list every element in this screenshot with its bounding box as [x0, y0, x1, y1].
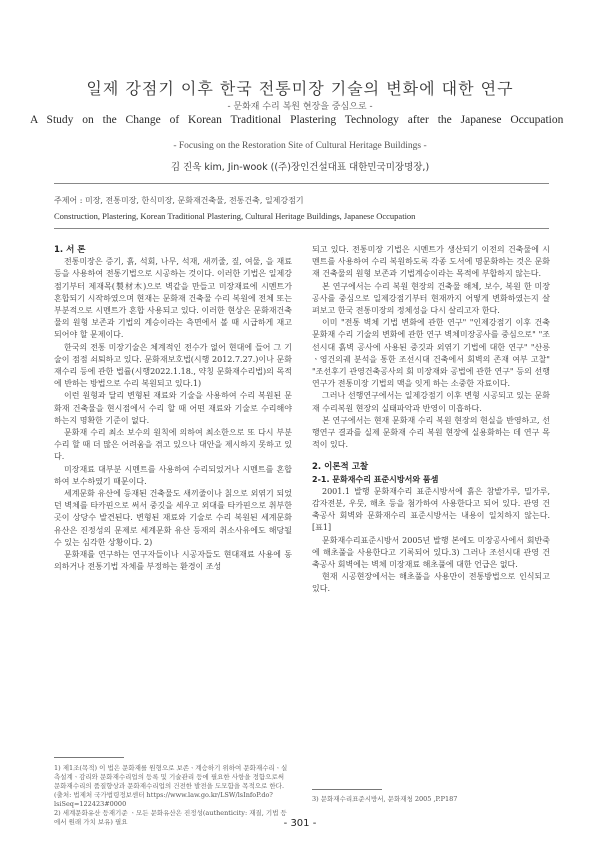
page-number: - 301 - — [283, 818, 317, 829]
paper-title-english: A Study on the Change of Korean Traditional Plastering Technology after the Japanese Occupation — [30, 114, 564, 126]
body-paragraph: 세계문화 유산에 등재된 건축물도 새끼줄이나 칡으로 외엮기 되었던 벽체를 타카핀으로 써서 중깃을 세우고 외대를 타카핀으로 취부한 곳이 상당수 발견된다. 변형된 재료와 기술로 수리 복원된 세계문화유산은 진정성의 문제로 세계문화 유산 등재의 취소사유에도 해당될 수 있는 심각한 상황이다. 2) — [54, 489, 292, 547]
subsection-heading: 2-1. 문화재수리 표준시방서와 품셈 — [312, 474, 439, 484]
body-paragraph: 되고 있다. 전통미장 기법은 시멘트가 생산되기 이전의 건축물에 시멘트를 사용하여 수리 복원하도록 각종 도서에 명문화하는 것은 문화재 건축물의 원형 보존과 기법계승이라는 목적에 부합하지 않는다. — [312, 245, 550, 279]
body-paragraph: 문화재수리표준시방서 2005년 발행 본에도 미장공사에서 회반죽에 해초풀을 사용한다고 기록되어 있다.3) 그러나 조선시대 관영 건축공사 회벽에는 벽체 미장재료 해초풀에 대한 언급은 없다. — [312, 535, 550, 570]
paper-subtitle-english: - Focusing on the Restoration Site of Cultural Heritage Buildings - — [173, 141, 427, 151]
footnotes-right — [312, 795, 550, 804]
footnote-divider-left — [54, 757, 124, 758]
body-paragraph: 이미 "전통 벽체 기법 변화에 관한 연구" "인제강점기 이후 건축 문화재 수리 기술의 변화에 관한 연구 벽체미장공사를 중심으로" "조선시대 흙벽 공사에 사용된 중깃과 외엮기 기법에 대한 연구" "산릉ㆍ영건의궤 분석을 통한 조선시대 건축에서 회벽의 존재 여부 고찰" "조선후기 관영건축공사의 회 미장재와 공법에 관한 연구" 등의 선행연구가 전통미장 기법의 맥을 잇게 하는 소중한 자료이다. — [312, 318, 550, 389]
footnote: 1) 제1조(목적) 이 법은 문화재를 원형으로 보존ㆍ계승하기 위하여 문화재수리ㆍ실측설계ㆍ감리와 문화재수리업의 등록 및 기술관리 등에 필요한 사항을 정함으로써 문화재수리의 품질향상과 문화재수리업의 건전한 발전을 도모함을 목적으로 한다.(출처: 법제처 국가법령정보센터 https://www.law.go.kr/LSW/lsInfoP.do?lsiSeq=122423#0000 — [54, 764, 288, 808]
author-line: 김 진욱 kim, Jin-wook ((주)장인건설대표 대한민국미장명장,) — [170, 162, 430, 173]
keywords-korean: 주제어 : 미장, 전통미장, 한식미장, 문화재건축물, 전통건축, 일제강점기 — [54, 196, 304, 205]
body-paragraph: 미장재료 대부분 시멘트를 사용하여 수리되었거나 시멘트를 혼합하여 보수하였기 때문이다. — [54, 464, 292, 486]
section-heading-introduction: 1. 서 론 — [54, 245, 86, 255]
section-heading-theory: 2. 이론적 고찰 — [312, 462, 369, 473]
paper-title-korean: 일제 강점기 이후 한국 전통미장 기술의 변화에 대한 연구 — [86, 79, 514, 98]
right-column — [312, 244, 550, 596]
body-paragraph: 본 연구에서는 수리 복원 현장의 건축물 해체, 보수, 복원 한 미장공사를 중심으로 일제강점기부터 현재까지 어떻게 변화하였는지 살펴보고 한국 전통미장의 정체성을 다시 살리고자 한다. — [312, 281, 550, 316]
footnote: 2) 세계문화유산 등재기준 ㆍ모든 문화유산은 진정성(authenticity: 재질, 기법 등에서 원래 가치 보유) 필요 — [54, 809, 287, 826]
body-paragraph: 본 연구에서는 현재 문화재 수리 복원 현장의 현실을 반영하고, 선행연구 결과를 실제 문화재 수리 복원 현장에 실용화하는 데 연구 목적이 있다. — [312, 415, 550, 450]
body-paragraph: 이런 원형과 달리 변형된 재료와 기술을 사용하여 수리 복원된 문화재 건축물을 현시점에서 수리 할 때 어떤 재료와 기술로 수리해야 하는지 명확한 기준이 없다. — [54, 391, 292, 425]
body-paragraph: 2001.1 발행 문화재수리 표준시방서에 흙은 참밭가루, 밀가루, 감자전분, 우뭇, 해초 등을 첨가하여 사용한다고 되어 있다. 관영 건축공사 회벽와 문화재수리 표준시방서는 내용이 일치하지 않는다. [표1] — [312, 486, 550, 533]
footnote-divider-right — [312, 789, 382, 790]
header-divider-bottom — [54, 228, 549, 229]
footnote: 3) 문화재수리표준시방서, 문화재청 2005 ,P.P187 — [312, 795, 458, 803]
body-paragraph: 전통미장은 증기, 흙, 석회, 나무, 석재, 새끼줄, 짚, 여물, 을 재료 등을 사용하여 전통기법으로 시공하는 것이다. 이러한 기법은 일제강점기부터 제재목(製材木)으로 벽같을 만들고 미장재료에 시멘트가 혼합되기 시작하였으며 현재는 문화재 건축물 수리 복원에 전체 또는 부분적으로 시멘트가 혼합 사용되고 있다. 이러한 현상은 문화재건축물의 원형 보존과 기법의 계승이라는 측면에서 볼 때 시급하게 재고되어야 할 문제이다. — [54, 257, 292, 340]
header-divider-top — [54, 183, 549, 184]
body-paragraph: 현재 시공현장에서는 해초풀을 사용만이 전통방법으로 인식되고 있다. — [312, 572, 550, 594]
body-paragraph: 문화재 수리 최소 보수의 원칙에 의하여 최소한으로 또 다시 부분 수리 할 때 더 많은 어려움을 겪고 있으나 대안을 제시하지 못하고 있다. — [54, 428, 292, 462]
keywords-english: Construction, Plastering, Korean Traditional Plastering, Cultural Heritage Buildings, Japanese Occupation — [54, 211, 416, 221]
body-paragraph: 그러나 선행연구에서는 일제강점기 이후 변형 시공되고 있는 문화재 수리복원 현장의 실태파악과 반영이 미흡하다. — [312, 391, 550, 413]
paper-subtitle-korean: - 문화재 수리 복원 현장을 중심으로 - — [227, 102, 373, 112]
body-paragraph: 한국의 전통 미장기술은 체계적인 전수가 없어 현대에 들어 그 기술이 점점 쇠퇴하고 있다. 문화재보호법(시행 2012.7.27.)이나 문화재수리 등에 관한 법률(시행2022.1.18., 약칭 문화재수리법)의 목적에 반하는 방법으로 수리 복원되고 있다.1) — [54, 342, 292, 389]
left-column — [54, 244, 292, 573]
body-paragraph: 문화재를 연구하는 연구자들이나 시공자들도 현대재료 사용에 동의하거나 전통기법 자체를 부정하는 환경이 조성 — [54, 550, 292, 572]
